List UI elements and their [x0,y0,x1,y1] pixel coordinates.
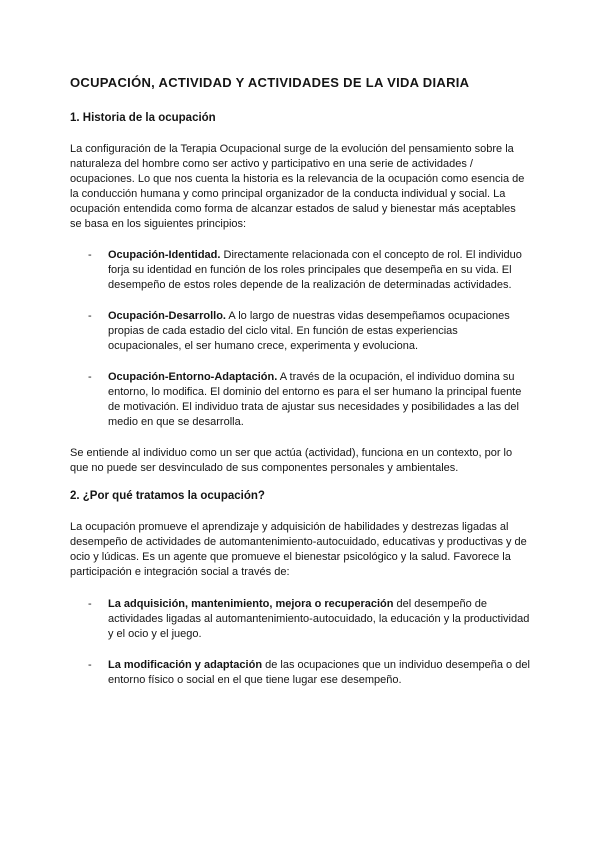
bullet-body [108,370,530,430]
bullet-item-identidad [70,248,530,293]
bullet-body [108,248,530,293]
bullet-text: de las ocupaciones que un individuo desempeña o del entorno físico o social en el que tiene lugar ese desempeño. [108,659,530,686]
bullet-marker: - [88,249,92,261]
section1-intro-paragraph: La configuración de la Terapia Ocupacional surge de la evolución del pensamiento sobre la naturaleza del hombre como ser activo y participativo en una serie de actividades / ocupaciones. Lo que nos cuenta la historia es la relevancia de la ocupación como esencia de la conducción humana y como principal organizador de la conducta individual y social. La ocupación entendida como forma de alcanzar estados de salud y bienestar más aceptables se basa en los siguientes principios: [70,143,525,230]
bullet-marker: - [88,598,92,610]
bullet-text: Directamente relacionada con el concepto de rol. El individuo forja su identidad en función de los roles principales que desempeña en su vida. El desempeño de estos roles depende de la realización de determinadas actividades. [108,249,522,291]
bullet-body [108,597,530,642]
section2-bullet-list [70,597,530,688]
bullet-lead-bold: Ocupación-Desarrollo. [108,310,226,322]
section-heading-por-que-tratamos: 2. ¿Por qué tratamos la ocupación? [70,490,265,502]
bullet-marker: - [88,659,92,671]
bullet-marker: - [88,371,92,383]
bullet-lead-bold: La modificación y adaptación [108,659,263,671]
bullet-text: del desempeño de actividades ligadas al automantenimiento-autocuidado, la educación y la productividad y el ocio y el juego. [108,598,530,640]
bullet-lead-bold: Ocupación-Entorno-Adaptación. [108,371,278,383]
document-title: OCUPACIÓN, ACTIVIDAD Y ACTIVIDADES DE LA VIDA DIARIA [70,75,470,90]
bullet-item-desarrollo [70,309,530,354]
bullet-item-entorno-adaptacion [70,370,530,430]
bullet-lead-bold: La adquisición, mantenimiento, mejora o recuperación [108,598,394,610]
bullet-body [108,658,530,688]
bullet-text: A través de la ocupación, el individuo domina su entorno, lo modifica. El dominio del entorno es para el ser humano la principal fuente de motivación. El individuo trata de ajustar sus necesidades y posibilidades a las del medio en que se desarrolla. [108,371,522,428]
section1-bullet-list [70,248,530,430]
section-heading-historia: 1. Historia de la ocupación [70,112,216,124]
bullet-lead-bold: Ocupación-Identidad. [108,249,221,261]
section2-intro-paragraph: La ocupación promueve el aprendizaje y adquisición de habilidades y destrezas ligadas al desempeño de actividades de automantenimiento-autocuidado, educativas y productivas y de ocio y lúdicas. Es un agente que promueve el bienestar psicológico y la salud. Favorece la participación e integración social a través de: [70,521,527,578]
bullet-item-modificacion [70,658,530,688]
bullet-marker: - [88,310,92,322]
bullet-body [108,309,530,354]
bullet-item-adquisicion [70,597,530,642]
bullet-text: A lo largo de nuestras vidas desempeñamos ocupaciones propias de cada estadio del ciclo vital. En función de estas experiencias ocupacionales, el ser humano crece, experimenta y evoluciona. [108,310,510,352]
section1-closing-paragraph: Se entiende al individuo como un ser que actúa (actividad), funciona en un contexto, por lo que no puede ser desvinculado de sus componentes personales y ambientales. [70,447,513,474]
